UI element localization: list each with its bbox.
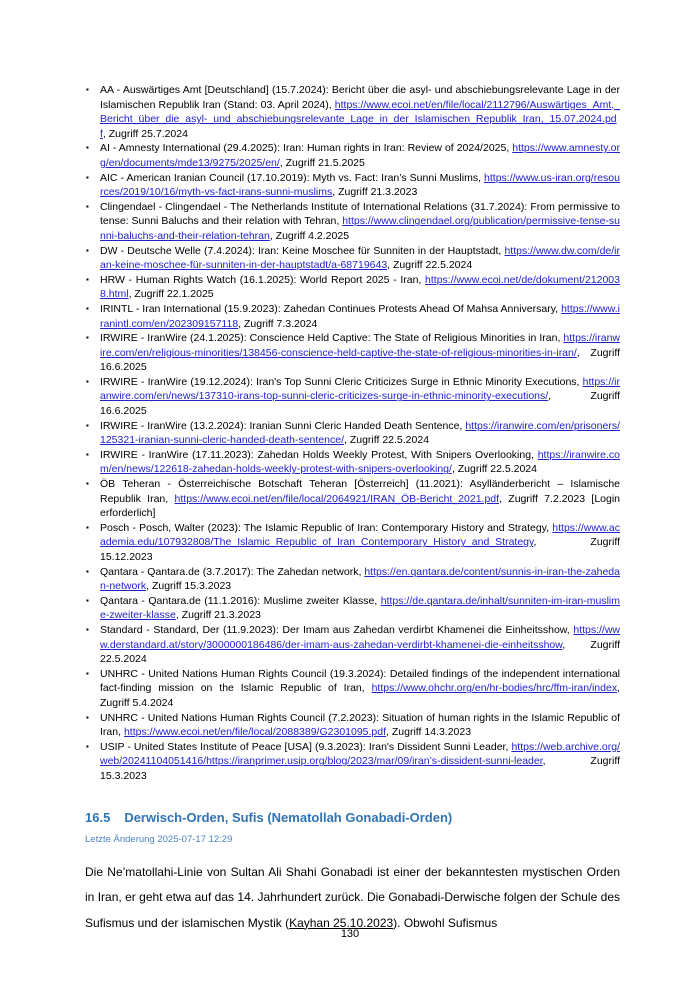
text-run: , Zugriff 22.1.2025: [128, 288, 214, 301]
reference-item: [85, 521, 620, 565]
text-run: , Zugriff 22.5.2024: [387, 259, 473, 272]
text-run: , Zugriff 7.3.2024: [238, 317, 318, 330]
text-run: AIC - American Iranian Council (17.10.2019): Myth vs. Fact: Iran’s Sunni Muslims,: [100, 171, 485, 184]
url-link[interactable]: https://www.ecoi.net/en/file/local/2112796/Auswärtiges_Amt,_Bericht_über_die_asyl-_und_abschiebungsrelevante_Lage_in_der_Islamischen_Republik_Iran,_15.07.2024.pdf: [100, 98, 620, 140]
text-run: IRWIRE - IranWire (24.1.2025): Conscience Held Captive: The State of Religious Minorities in Iran,: [100, 332, 564, 345]
reference-item: [85, 141, 620, 170]
url-link[interactable]: https://www.dw.com/de/iran-keine-moschee-für-sunniten-in-der-hauptstadt/a-68719643: [100, 244, 620, 272]
reference-item: [85, 302, 620, 331]
bullet-square-icon: ▪: [86, 333, 89, 343]
text-run: Die Ne’matollahi-Linie von Sultan Ali Shahi Gonabadi ist einer der bekanntesten mystischen Orden in Iran, er geht etwa auf das 14. Jahrhundert zurück. Die Gonabadi-Derwische folgen der Schule des Sufismus und der islamischen Mystik (: [85, 864, 620, 930]
url-link[interactable]: https://iranwire.com/en/news/122618-zahedan-holds-weekly-protest-with-snipers-overlooking/: [100, 448, 620, 476]
text-run: , Zugriff 4.2.2025: [269, 229, 350, 242]
bullet-square-icon: ▪: [86, 624, 89, 634]
bullet-square-icon: ▪: [86, 274, 89, 284]
text-run: IRINTL - Iran International (15.9.2023): Zahedan Continues Protests Ahead Of Mahsa Anniversary,: [100, 302, 562, 315]
url-link[interactable]: https://www.ecoi.net/de/dokument/2120038.html: [100, 273, 620, 301]
bullet-square-icon: ▪: [86, 376, 89, 386]
text-run: UNHRC - United Nations Human Rights Council (19.3.2024): Detailed findings of the independent international fact-finding mission on the Islamic Republic of Iran,: [100, 667, 620, 695]
text-run: AI - Amnesty International (29.4.2025): Iran: Human rights in Iran: Review of 2024/2025,: [100, 142, 513, 155]
text-run: , Zugriff 15.12.2023: [100, 536, 620, 563]
text-run: USIP - United States Institute of Peace [USA] (9.3.2023): Iran's Dissident Sunni Leader,: [100, 740, 512, 753]
reference-item: [85, 375, 620, 419]
reference-item: [85, 200, 620, 244]
text-run: , Zugriff 22.5.2024: [451, 463, 537, 476]
text-run: ). Obwohl Sufismus: [393, 915, 498, 930]
reference-item: [85, 667, 620, 711]
bullet-square-icon: ▪: [86, 420, 89, 430]
reference-item: [85, 565, 620, 594]
bullet-square-icon: ▪: [86, 566, 89, 576]
url-link[interactable]: https://www.ecoi.net/en/file/local/2064921/IRAN_ÖB-Bericht_2021.pdf: [174, 492, 500, 505]
reference-item: [85, 594, 620, 623]
url-link[interactable]: https://iranwire.com/en/news/137310-irans-top-sunni-cleric-criticizes-surge-in-ethnic-minority-executions/: [100, 375, 620, 403]
bullet-square-icon: ▪: [86, 172, 89, 182]
url-link[interactable]: https://www.amnesty.org/en/documents/mde13/9275/2025/en/: [100, 142, 620, 169]
url-link[interactable]: https://www.derstandard.at/story/3000000186486/der-imam-aus-zahedan-verdirbt-khamenei-die-einheitsshow: [100, 623, 620, 651]
text-run: , Zugriff 7.2.2023 [Login erforderlich]: [100, 492, 621, 520]
text-run: Posch - Posch, Walter (2023): The Islamic Republic of Iran: Contemporary History and Strategy,: [100, 521, 553, 534]
text-run: Qantara - Qantara.de (11.1.2016): Muslime zweiter Klasse,: [100, 594, 381, 607]
source-reference-link[interactable]: Kayhan 25.10.2023: [289, 915, 394, 930]
bullet-square-icon: ▪: [86, 245, 89, 255]
text-run: Standard - Standard, Der (11.9.2023): Der Imam aus Zahedan verdirbt Khamenei die Einheitsshow,: [100, 623, 574, 636]
text-run: , Zugriff 5.4.2024: [100, 682, 620, 709]
bullet-square-icon: ▪: [86, 668, 89, 678]
references-list: [85, 83, 620, 784]
url-link[interactable]: https://en.qantara.de/content/sunnis-in-iran-the-zahedan-network: [100, 565, 620, 593]
bullet-square-icon: ▪: [86, 479, 89, 489]
text-run: Clingendael - Clingendael - The Netherlands Institute of International Relations (31.7.2024): From permissive to tense: Sunni Baluchs and their relation with Tehran,: [100, 200, 620, 228]
section-heading: [85, 809, 620, 827]
url-link[interactable]: https://www.iranintl.com/en/202309157118: [100, 302, 620, 330]
text-run: IRWIRE - IranWire (17.11.2023): Zahedan Holds Weekly Protest, With Snipers Overlooking,: [100, 448, 538, 461]
reference-item: [85, 623, 620, 667]
page-number: 130: [340, 928, 360, 940]
reference-item: [85, 171, 620, 200]
text-run: , Zugriff 21.5.2025: [279, 156, 365, 169]
bullet-square-icon: ▪: [86, 741, 89, 751]
bullet-square-icon: ▪: [86, 712, 89, 722]
text-run: , Zugriff 21.3.2023: [332, 186, 418, 199]
url-link[interactable]: https://www.ecoi.net/en/file/local/2088389/G2301095.pdf: [123, 726, 387, 739]
text-run: , Zugriff 16.6.2025: [100, 390, 620, 418]
reference-item: [85, 740, 620, 784]
text-run: IRWIRE - IranWire (13.2.2024): Iranian Sunni Cleric Handed Death Sentence,: [100, 419, 466, 432]
reference-item: [85, 419, 620, 448]
text-run: , Zugriff 25.7.2024: [102, 127, 188, 140]
text-run: , Zugriff 22.5.2024: [344, 434, 430, 447]
reference-item: [85, 273, 620, 302]
reference-item: [85, 83, 620, 141]
url-link[interactable]: https://iranwire.com/en/prisoners/125321-iranian-sunni-cleric-handed-death-sentence/: [100, 419, 620, 447]
text-run: Qantara - Qantara.de (3.7.2017): The Zahedan network,: [100, 565, 365, 578]
text-run: , Zugriff 14.3.2023: [386, 726, 472, 739]
bullet-square-icon: ▪: [86, 143, 89, 153]
text-run: , Zugriff 15.3.2023: [100, 755, 620, 782]
url-link[interactable]: https://iranwire.com/en/religious-minorities/138456-conscience-held-captive-the-state-of-religious-minorities-in-iran/: [100, 332, 620, 359]
section-title: Derwisch-Orden, Sufis (Nematollah Gonabadi-Orden): [124, 809, 453, 825]
text-run: , Zugriff 21.3.2023: [175, 609, 261, 622]
text-run: DW - Deutsche Welle (7.4.2024): Iran: Keine Moschee für Sunniten in der Hauptstadt,: [100, 244, 505, 257]
url-link[interactable]: https://www.us-iran.org/resources/2019/10/16/myth-vs-fact-irans-sunni-muslims: [100, 171, 620, 199]
url-link[interactable]: https://web.archive.org/web/20241104051416/https://iranprimer.usip.org/blog/2023/mar/09/iran’s-dissident-sunni-leader: [100, 740, 620, 768]
url-link[interactable]: https://www.ohchr.org/en/hr-bodies/hrc/ffm-iran/index: [371, 682, 618, 695]
text-run: HRW - Human Rights Watch (16.1.2025): World Report 2025 - Iran,: [100, 273, 426, 286]
text-run: ÖB Teheran - Österreichische Botschaft Teheran [Österreich] (11.2021): Asylländerbericht – Islamische Republik Iran,: [100, 478, 620, 505]
bullet-square-icon: ▪: [86, 85, 89, 94]
reference-item: [85, 331, 620, 375]
bullet-square-icon: ▪: [86, 522, 89, 532]
text-run: UNHRC - United Nations Human Rights Council (7.2.2023): Situation of human rights in the Islamic Republic of Iran,: [100, 711, 620, 739]
text-run: , Zugriff 22.5.2024: [100, 638, 620, 666]
reference-item: [85, 477, 620, 521]
text-run: IRWIRE - IranWire (19.12.2024): Iran's Top Sunni Cleric Criticizes Surge in Ethnic Minority Executions,: [100, 375, 583, 388]
text-run: , Zugriff 15.3.2023: [146, 580, 232, 593]
bullet-square-icon: ▪: [86, 201, 89, 211]
reference-item: [85, 244, 620, 273]
last-modified-note: Letzte Änderung 2025-07-17 12:29: [85, 833, 233, 845]
body-paragraph: [85, 860, 620, 937]
reference-item: [85, 448, 620, 477]
bullet-square-icon: ▪: [86, 303, 89, 313]
url-link[interactable]: https://www.clingendael.org/publication/permissive-tense-sunni-baluchs-and-their-relation-tehran: [100, 215, 620, 242]
url-link[interactable]: https://de.qantara.de/inhalt/sunniten-im-iran-muslime-zweiter-klasse: [100, 594, 620, 622]
url-link[interactable]: https://www.academia.edu/107932808/The_Islamic_Republic_of_Iran_Contemporary_History_and_Strategy: [100, 521, 620, 549]
text-run: AA - Auswärtiges Amt [Deutschland] (15.7.2024): Bericht über die asyl- und abschiebungsrelevante Lage in der Islamischen Republik Iran (Stand: 03. April 2024),: [100, 84, 620, 111]
reference-item: [85, 711, 620, 740]
bullet-square-icon: ▪: [86, 595, 89, 605]
text-run: , Zugriff 16.6.2025: [100, 346, 620, 374]
bullet-square-icon: ▪: [86, 449, 89, 459]
section-number: 16.5: [85, 809, 111, 825]
